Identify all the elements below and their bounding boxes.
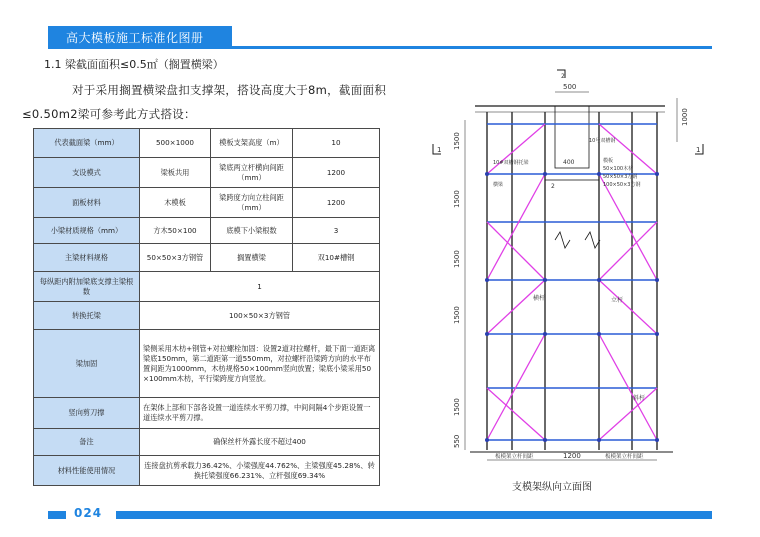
node	[543, 332, 547, 336]
table-label: 面板材料	[34, 188, 140, 218]
header-rule	[48, 46, 712, 49]
top-dimension: 500	[563, 83, 577, 91]
table-row	[34, 272, 380, 302]
table-value: 连接盘抗剪承载力36.42%、小梁强度44.762%、主梁强度45.28%、转换托梁强度66.231%、立杆强度69.34%	[140, 456, 380, 486]
note: 10号双槽钢	[589, 138, 616, 144]
step-dimension: 1500	[453, 306, 461, 324]
table-row	[34, 429, 380, 456]
table-label: 备注	[34, 429, 140, 456]
table-row	[34, 398, 380, 429]
table-value: 梁板共用	[140, 158, 211, 188]
note: 10#双槽钢托梁	[493, 160, 529, 166]
table-value: 3	[293, 218, 380, 244]
brace	[487, 222, 545, 280]
brace	[599, 280, 657, 334]
table-label: 搁置横梁	[211, 244, 293, 272]
brace	[599, 388, 657, 440]
table-label: 主梁材料规格	[34, 244, 140, 272]
note: 50×100木枋	[603, 166, 634, 172]
note: 50×50×3方钢	[603, 174, 638, 180]
page-number: 024	[74, 506, 103, 520]
node	[655, 278, 659, 282]
double-channel-beam	[545, 174, 599, 180]
table-value: 500×1000	[140, 129, 211, 158]
node	[543, 438, 547, 442]
span-label: 板模架立杆间距	[605, 454, 644, 460]
table-value: 1	[140, 272, 380, 302]
table-row	[34, 244, 380, 272]
note: 2	[551, 183, 555, 190]
note: 立杆	[611, 297, 624, 304]
table-row	[34, 218, 380, 244]
brace	[487, 334, 545, 440]
brace	[487, 280, 545, 334]
table-label: 转换托梁	[34, 302, 140, 330]
footer-mark	[48, 511, 66, 519]
section-title: 1.1 梁截面面积≤0.5㎡（搁置横梁）	[44, 58, 224, 71]
span-label: 1200	[563, 452, 581, 460]
table-value: 双10#槽钢	[293, 244, 380, 272]
table-row	[34, 456, 380, 486]
right-dimension: 1000	[681, 108, 689, 126]
node	[655, 332, 659, 336]
brace	[487, 174, 545, 280]
span-label: 板模架立杆间距	[495, 454, 534, 460]
node	[597, 278, 601, 282]
brace	[599, 222, 657, 280]
table-value: 1200	[293, 188, 380, 218]
table-row	[34, 302, 380, 330]
section-marker-label: 1	[696, 146, 701, 154]
node	[485, 172, 489, 176]
brace	[599, 174, 657, 280]
node	[597, 438, 601, 442]
table-value: 1200	[293, 158, 380, 188]
node	[543, 278, 547, 282]
table-label: 梁加固	[34, 330, 140, 398]
table-label: 梁底两立杆横向间距（mm）	[211, 158, 293, 188]
header-title: 高大模板施工标准化图册	[66, 31, 204, 45]
drawing-labels	[437, 73, 700, 460]
table-value: 10	[293, 129, 380, 158]
brace	[487, 388, 545, 440]
footer-rule	[116, 511, 712, 519]
note: 模板	[603, 158, 614, 164]
table-label: 小梁材质规格（mm）	[34, 218, 140, 244]
table-row	[34, 330, 380, 398]
table-value: 木模板	[140, 188, 211, 218]
drawing-caption: 支模架纵向立面图	[512, 482, 592, 493]
node	[655, 438, 659, 442]
brace	[599, 334, 657, 440]
note: 400	[563, 159, 575, 166]
bottom-dimension: 550	[453, 434, 461, 448]
table-label: 材料性能使用情况	[34, 456, 140, 486]
table-value: 方木50×100	[140, 218, 211, 244]
step-dimension: 1500	[453, 398, 461, 416]
table-label: 代表截面梁（mm）	[34, 129, 140, 158]
node	[485, 438, 489, 442]
table-label: 竖向剪刀撑	[34, 398, 140, 429]
table-label: 底模下小梁根数	[211, 218, 293, 244]
table-row	[34, 129, 380, 158]
node	[597, 172, 601, 176]
table-label: 支设模式	[34, 158, 140, 188]
node	[485, 278, 489, 282]
step-dimension: 1500	[453, 190, 461, 208]
note: 100×50×3方钢	[603, 182, 641, 188]
table-row	[34, 188, 380, 218]
brace	[487, 124, 545, 174]
intro-line-2: ≤0.50m2梁可参考此方式搭设：	[22, 107, 196, 121]
section-marker-label: 2	[561, 73, 565, 80]
elevation-drawing	[415, 62, 705, 474]
step-dimension: 1500	[453, 132, 461, 150]
table-label: 每纵距内附加梁底支撑主梁根数	[34, 272, 140, 302]
note: 横梁	[493, 182, 504, 188]
intro-line-1: 对于采用搁置横梁盘扣支撑架，搭设高度大于8m，截面面积	[72, 83, 387, 97]
table-value: 100×50×3方钢管	[140, 302, 380, 330]
parameter-table	[33, 128, 380, 486]
table-value: 梁侧采用木枋+钢管+对拉螺栓加固：设置2道对拉螺杆，最下面一道距离梁底150mm，第二道距第一道550mm，对拉螺杆沿梁跨方向的水平布置间距为1000mm，木枋规格50×100mm竖向放置；梁底小梁采用50×100mm木枋，平行梁跨度方向竖放。	[140, 330, 380, 398]
header-banner	[48, 26, 232, 48]
break-mark-right	[585, 232, 600, 248]
node	[543, 172, 547, 176]
section-marker-label: 1	[437, 146, 442, 154]
drawing-frame	[433, 70, 703, 460]
note: 斜杆	[633, 395, 646, 402]
table-value: 确保丝杆外露长度不超过400	[140, 429, 380, 456]
step-dimension: 1500	[453, 250, 461, 268]
note: 横杆	[533, 295, 546, 302]
table-row	[34, 158, 380, 188]
table-label: 模板支架高度（m）	[211, 129, 293, 158]
node	[485, 332, 489, 336]
break-mark-left	[555, 232, 570, 248]
node	[655, 172, 659, 176]
table-value: 50×50×3方钢管	[140, 244, 211, 272]
table-value: 在架体上部和下部各设置一道连续水平剪刀撑，中间间隔4个步距设置一道连续水平剪刀撑。	[140, 398, 380, 429]
node	[597, 332, 601, 336]
table-label: 梁跨度方向立柱间距（mm）	[211, 188, 293, 218]
